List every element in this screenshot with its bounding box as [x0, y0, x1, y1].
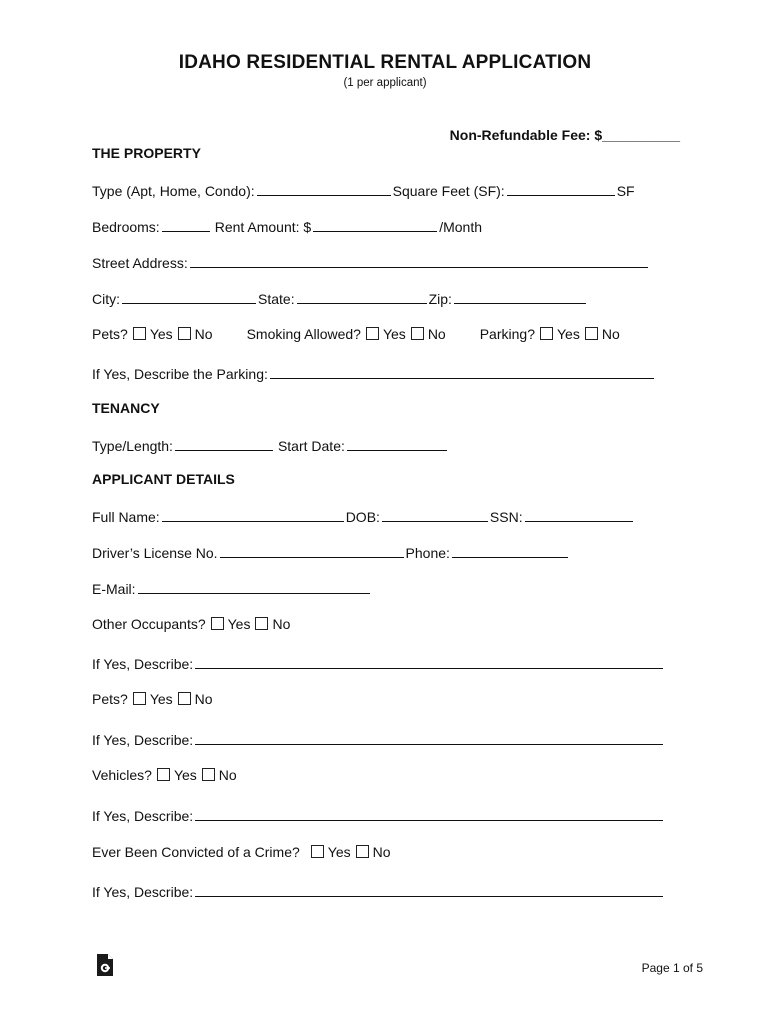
occupants-label: Other Occupants?: [92, 616, 206, 632]
vehicles-row: [92, 767, 237, 783]
vehicles-yes-checkbox[interactable]: [157, 768, 170, 781]
zip-label: Zip:: [428, 291, 452, 307]
yes-label: Yes: [173, 767, 197, 783]
eforms-logo-icon: [96, 953, 114, 977]
ssn-label: SSN:: [489, 509, 523, 525]
parking-describe-label: If Yes, Describe the Parking:: [92, 366, 268, 382]
license-label: Driver’s License No.: [92, 545, 218, 561]
street-row: [92, 253, 650, 271]
crime-no-checkbox[interactable]: [356, 845, 369, 858]
crime-yes-checkbox[interactable]: [311, 845, 324, 858]
occupants-describe-row: [92, 654, 665, 672]
describe-label: If Yes, Describe:: [92, 808, 194, 824]
type-field[interactable]: [257, 181, 391, 196]
zip-field[interactable]: [454, 289, 586, 304]
yes-label: Yes: [556, 326, 580, 342]
section-heading-applicant: APPLICANT DETAILS: [92, 471, 235, 487]
smoking-yes-checkbox[interactable]: [366, 327, 379, 340]
type-length-field[interactable]: [175, 436, 273, 451]
full-name-field[interactable]: [162, 507, 344, 522]
email-label: E-Mail:: [92, 581, 136, 597]
no-label: No: [372, 844, 391, 860]
crime-label: Ever Been Convicted of a Crime?: [92, 844, 300, 860]
describe-label: If Yes, Describe:: [92, 884, 194, 900]
city-state-zip-row: [92, 289, 588, 307]
start-date-field[interactable]: [347, 436, 447, 451]
phone-label: Phone:: [405, 545, 450, 561]
bedrooms-field[interactable]: [162, 217, 210, 232]
start-date-label: Start Date:: [277, 438, 345, 454]
pets-describe-field[interactable]: [195, 730, 663, 745]
smoking-no-checkbox[interactable]: [411, 327, 424, 340]
yes-label: Yes: [149, 326, 173, 342]
occupants-row: [92, 616, 290, 632]
rent-label: Rent Amount: $: [214, 219, 312, 235]
describe-label: If Yes, Describe:: [92, 732, 194, 748]
rent-field[interactable]: [313, 217, 437, 232]
no-label: No: [194, 691, 213, 707]
dob-field[interactable]: [382, 507, 488, 522]
applicant-pets-label: Pets?: [92, 691, 128, 707]
sqft-label: Square Feet (SF):: [392, 183, 505, 199]
city-label: City:: [92, 291, 120, 307]
property-pets-label: Pets?: [92, 326, 128, 342]
street-label: Street Address:: [92, 255, 188, 271]
city-field[interactable]: [122, 289, 256, 304]
vehicles-no-checkbox[interactable]: [202, 768, 215, 781]
sqft-field[interactable]: [507, 181, 615, 196]
street-field[interactable]: [190, 253, 648, 268]
no-label: No: [218, 767, 237, 783]
property-pets-no-checkbox[interactable]: [178, 327, 191, 340]
type-length-label: Type/Length:: [92, 438, 173, 454]
email-row: [92, 579, 372, 597]
page-title: IDAHO RESIDENTIAL RENTAL APPLICATION: [178, 52, 592, 73]
name-dob-ssn-row: [92, 507, 635, 525]
no-label: No: [601, 326, 620, 342]
email-field[interactable]: [138, 579, 370, 594]
pets-row: [92, 691, 213, 707]
section-heading-property: THE PROPERTY: [92, 145, 201, 161]
parking-describe-row: [92, 364, 656, 382]
occupants-describe-field[interactable]: [195, 654, 663, 669]
fee-label: Non-Refundable Fee: $__________: [449, 127, 680, 143]
rent-suffix: /Month: [439, 219, 483, 235]
license-field[interactable]: [220, 543, 404, 558]
parking-yes-checkbox[interactable]: [540, 327, 553, 340]
vehicles-describe-row: [92, 806, 665, 824]
describe-label: If Yes, Describe:: [92, 656, 194, 672]
dob-label: DOB:: [345, 509, 380, 525]
license-phone-row: [92, 543, 570, 561]
type-label: Type (Apt, Home, Condo):: [92, 183, 255, 199]
no-label: No: [194, 326, 213, 342]
pets-describe-row: [92, 730, 665, 748]
property-pets-yes-checkbox[interactable]: [133, 327, 146, 340]
phone-field[interactable]: [452, 543, 568, 558]
crime-describe-row: [92, 882, 665, 900]
yes-label: Yes: [382, 326, 406, 342]
tenancy-row: [92, 436, 449, 454]
ssn-field[interactable]: [525, 507, 633, 522]
yes-label: Yes: [227, 616, 251, 632]
pets-smoking-parking-row: [92, 326, 620, 342]
section-heading-tenancy: TENANCY: [92, 400, 160, 416]
state-field[interactable]: [297, 289, 427, 304]
property-type-row: [92, 181, 635, 199]
occupants-no-checkbox[interactable]: [255, 617, 268, 630]
parking-label: Parking?: [479, 326, 535, 342]
yes-label: Yes: [327, 844, 351, 860]
crime-row: [92, 844, 391, 860]
vehicles-label: Vehicles?: [92, 767, 152, 783]
smoking-label: Smoking Allowed?: [246, 326, 361, 342]
page-number: Page 1 of 5: [641, 961, 703, 975]
state-label: State:: [258, 291, 295, 307]
vehicles-describe-field[interactable]: [195, 806, 663, 821]
no-label: No: [272, 616, 291, 632]
parking-no-checkbox[interactable]: [585, 327, 598, 340]
full-name-label: Full Name:: [92, 509, 160, 525]
bedrooms-rent-row: [92, 217, 482, 235]
page-subtitle: (1 per applicant): [343, 77, 427, 89]
bedrooms-label: Bedrooms:: [92, 219, 160, 235]
sqft-suffix: SF: [616, 183, 635, 199]
parking-describe-field[interactable]: [270, 364, 654, 379]
applicant-pets-no-checkbox[interactable]: [178, 692, 191, 705]
no-label: No: [427, 326, 446, 342]
yes-label: Yes: [149, 691, 173, 707]
occupants-yes-checkbox[interactable]: [211, 617, 224, 630]
applicant-pets-yes-checkbox[interactable]: [133, 692, 146, 705]
crime-describe-field[interactable]: [195, 882, 663, 897]
